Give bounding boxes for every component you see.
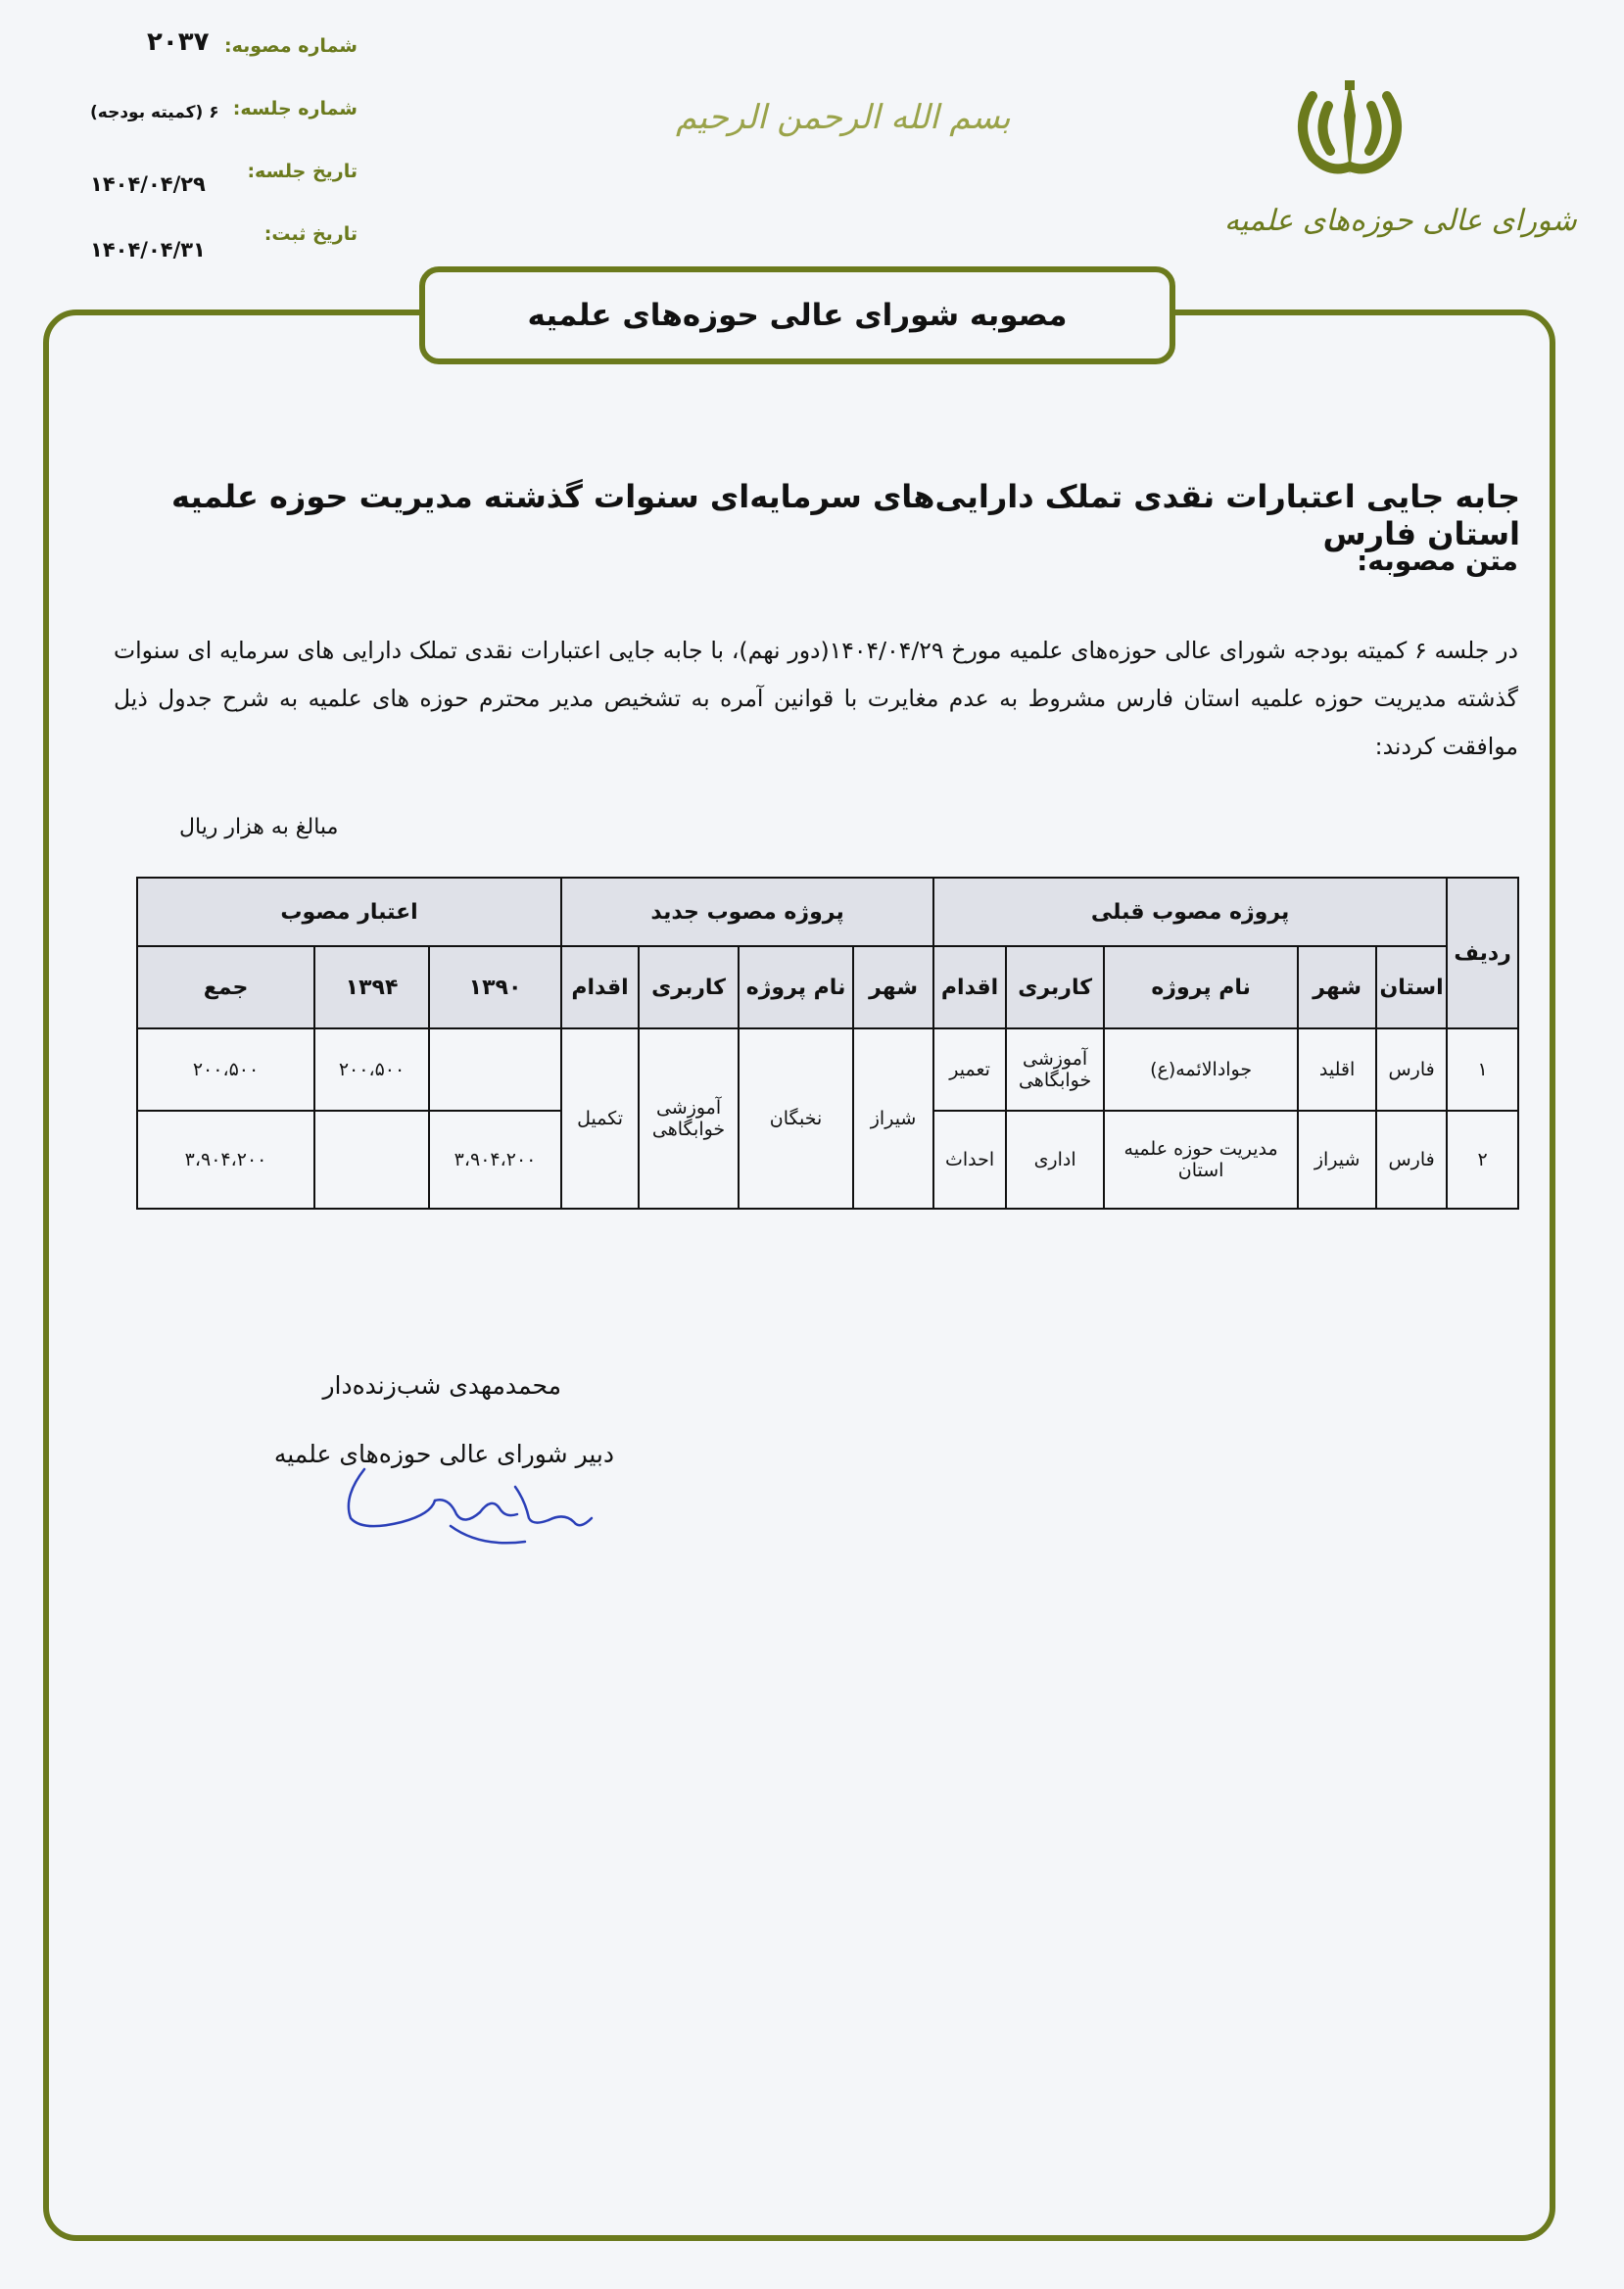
register-date-label: تاریخ ثبت: <box>263 223 358 245</box>
city-cell: اقلید <box>1298 1028 1376 1111</box>
iran-emblem-icon <box>1291 76 1409 184</box>
project-cell: جوادالائمه(ع) <box>1104 1028 1298 1111</box>
credit-1394-cell <box>314 1111 429 1209</box>
signatory-position: دبیر شورای عالی حوزه‌های علمیه <box>273 1440 614 1468</box>
new-action-cell: تکمیل <box>561 1028 639 1209</box>
session-number-label: شماره جلسه: <box>232 98 358 119</box>
approval-number-label: شماره مصوبه: <box>224 35 358 57</box>
credit-total-cell: ۳،۹۰۴،۲۰۰ <box>137 1111 314 1209</box>
prev-action-header: اقدام <box>933 946 1006 1028</box>
document-title: جابه جایی اعتبارات نقدی تملک دارایی‌های سرمایه‌ای سنوات گذشته مدیریت حوزه علمیه استان فارس <box>171 478 1520 552</box>
signatory-name: محمدمهدی شب‌زنده‌دار <box>322 1371 561 1400</box>
bismillah-calligraphy: بسم الله الرحمن الرحیم <box>676 98 1011 137</box>
approved-credit-group-header: اعتبار مصوب <box>137 878 561 946</box>
handwritten-signature <box>333 1457 607 1575</box>
province-cell: فارس <box>1376 1111 1447 1209</box>
city-cell: شیراز <box>1298 1111 1376 1209</box>
new-usage-cell: آموزشی خوابگاهی <box>639 1028 739 1209</box>
row-number: ۲ <box>1447 1111 1518 1209</box>
unit-note: مبالغ به هزار ریال <box>179 815 339 839</box>
credit-total-cell: ۲۰۰،۵۰۰ <box>137 1028 314 1111</box>
previous-project-group-header: پروژه مصوب قبلی <box>933 878 1447 946</box>
usage-cell: اداری <box>1006 1111 1104 1209</box>
header-banner <box>419 266 1175 364</box>
emblem-caption: شورای عالی حوزه‌های علمیه <box>1224 204 1577 238</box>
new-action-header: اقدام <box>561 946 639 1028</box>
prev-project-name-header: نام پروژه <box>1104 946 1298 1028</box>
prev-city-header: شهر <box>1298 946 1376 1028</box>
new-city-cell: شیراز <box>853 1028 933 1209</box>
usage-cell: آموزشی خوابگاهی <box>1006 1028 1104 1111</box>
credit-total-header: جمع <box>137 946 314 1028</box>
register-date: ۱۴۰۴/۰۴/۳۱ <box>90 238 206 262</box>
province-cell: فارس <box>1376 1028 1447 1111</box>
projects-table <box>136 877 1519 1210</box>
new-usage-header: کاربری <box>639 946 739 1028</box>
prev-usage-header: کاربری <box>1006 946 1104 1028</box>
row-number: ۱ <box>1447 1028 1518 1111</box>
project-cell: مدیریت حوزه علمیه استان <box>1104 1111 1298 1209</box>
action-cell: احداث <box>933 1111 1006 1209</box>
credit-1390-cell <box>429 1028 561 1111</box>
session-date: ۱۴۰۴/۰۴/۲۹ <box>90 172 206 196</box>
credit-1390-cell: ۳،۹۰۴،۲۰۰ <box>429 1111 561 1209</box>
new-project-cell: نخبگان <box>739 1028 853 1209</box>
banner-title: مصوبه شورای عالی حوزه‌های علمیه <box>527 298 1068 333</box>
approval-number: ۲۰۳۷ <box>147 27 210 57</box>
new-project-group-header: پروژه مصوب جدید <box>561 878 933 946</box>
session-date-label: تاریخ جلسه: <box>247 161 358 182</box>
approval-paragraph: در جلسه ۶ کمیته بودجه شورای عالی حوزه‌های علمیه مورخ ۱۴۰۴/۰۴/۲۹(دور نهم)، با جابه جایی اعتبارات نقدی تملک دارایی های سرمایه ای سنوات گذشته مدیریت حوزه علمیه استان فارس مشروط به عدم مغایرت با قوانین آمره به تشخیص مدیر محترم حوزه های علمیه به شرح جدول ذیل موافقت کردند: <box>114 637 1518 760</box>
credit-1394-header: ۱۳۹۴ <box>314 946 429 1028</box>
credit-1394-cell: ۲۰۰،۵۰۰ <box>314 1028 429 1111</box>
approval-text-heading: متن مصوبه: <box>1357 545 1518 577</box>
document-frame <box>43 310 1555 2241</box>
new-project-name-header: نام پروژه <box>739 946 853 1028</box>
action-cell: تعمیر <box>933 1028 1006 1111</box>
prev-province-header: استان <box>1376 946 1447 1028</box>
row-number-header: ردیف <box>1447 878 1518 1028</box>
new-city-header: شهر <box>853 946 933 1028</box>
table-row <box>137 1028 1518 1111</box>
credit-1390-header: ۱۳۹۰ <box>429 946 561 1028</box>
session-number: ۶ (کمیته بودجه) <box>90 103 219 122</box>
